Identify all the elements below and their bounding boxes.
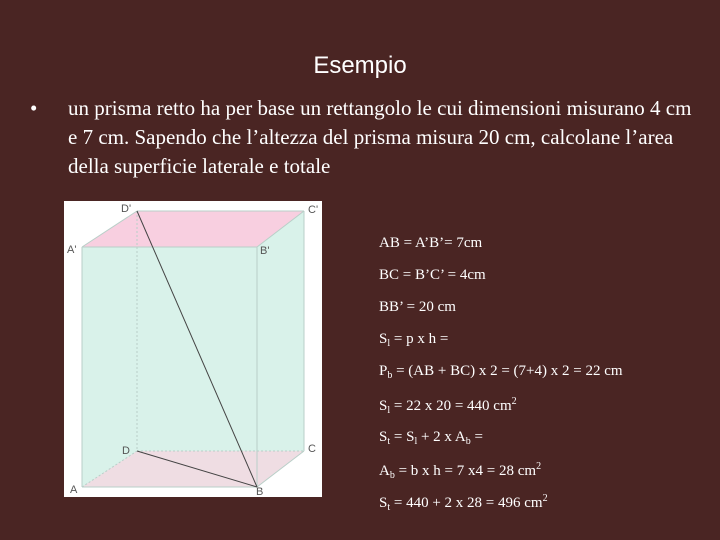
formula-sl-value [379,396,517,416]
formula-perimeter [379,363,623,381]
sl-value-exponent: 2 [511,396,517,407]
sl-value-rest: = 22 x 20 = 440 cm [390,398,512,414]
bullet-text: un prisma retto ha per base un rettangolo le cui dimensioni misurano 4 cm e 7 cm. Sapendo che l’altezza del prisma misura 20 cm, calcolane l’area della superficie laterale e totale [68,96,692,178]
formula-base-area [379,461,541,481]
sl-def-rest: = p x h = [390,331,449,347]
prism-side-faces [82,211,304,487]
st-value-rest: = 440 + 2 x 28 = 496 cm [390,495,543,511]
st-symbol: S [379,429,388,445]
slide-title [0,52,720,80]
formula-bc [379,267,486,284]
perimeter-rest: = (AB + BC) x 2 = (7+4) x 2 = 22 cm [392,363,623,379]
st-subscript: t [387,436,391,447]
ab-subscript: b [389,470,395,481]
pb-symbol: P [379,363,388,379]
sl-value-symbol: S [379,398,388,414]
formula-height-text: BB’ = 20 cm [379,299,456,315]
label-a-top: A' [67,244,77,256]
st-mid2: + 2 x A [417,429,466,445]
formula-sl-def [379,331,448,349]
st-sl-subscript: l [414,436,418,447]
base-area-exponent: 2 [536,461,542,472]
label-d-bottom: D [122,445,130,457]
formula-st-def [379,429,483,447]
prism-figure [64,201,322,497]
label-b-top: B' [260,245,270,257]
st-ab-subscript: b [465,436,471,447]
prism-drawing [64,201,322,497]
label-c-bottom: C [308,443,316,455]
formula-bc-text: BC = B’C’ = 4cm [379,267,486,283]
sl-symbol: S [379,331,388,347]
st-mid: = S [390,429,415,445]
st-end: = [470,429,483,445]
ab-symbol: A [379,463,390,479]
label-d-top: D' [121,203,132,215]
formula-ab [379,235,482,252]
sl-value-subscript: l [387,405,391,416]
formula-height [379,299,456,316]
st-value-subscript: t [387,502,391,513]
label-b-bottom: B [256,486,264,497]
st-value-exponent: 2 [542,493,548,504]
pb-subscript: b [387,370,393,381]
label-a-bottom: A [70,484,78,496]
slide-title-text: Esempio [313,52,407,79]
base-area-rest: = b x h = 7 x4 = 28 cm [394,463,537,479]
sl-subscript: l [387,338,391,349]
label-c-top: C' [308,204,319,216]
formula-st-value [379,493,548,513]
st-value-symbol: S [379,495,388,511]
bullet-marker: • [30,96,38,120]
formula-ab-text: AB = A’B’= 7cm [379,235,483,251]
